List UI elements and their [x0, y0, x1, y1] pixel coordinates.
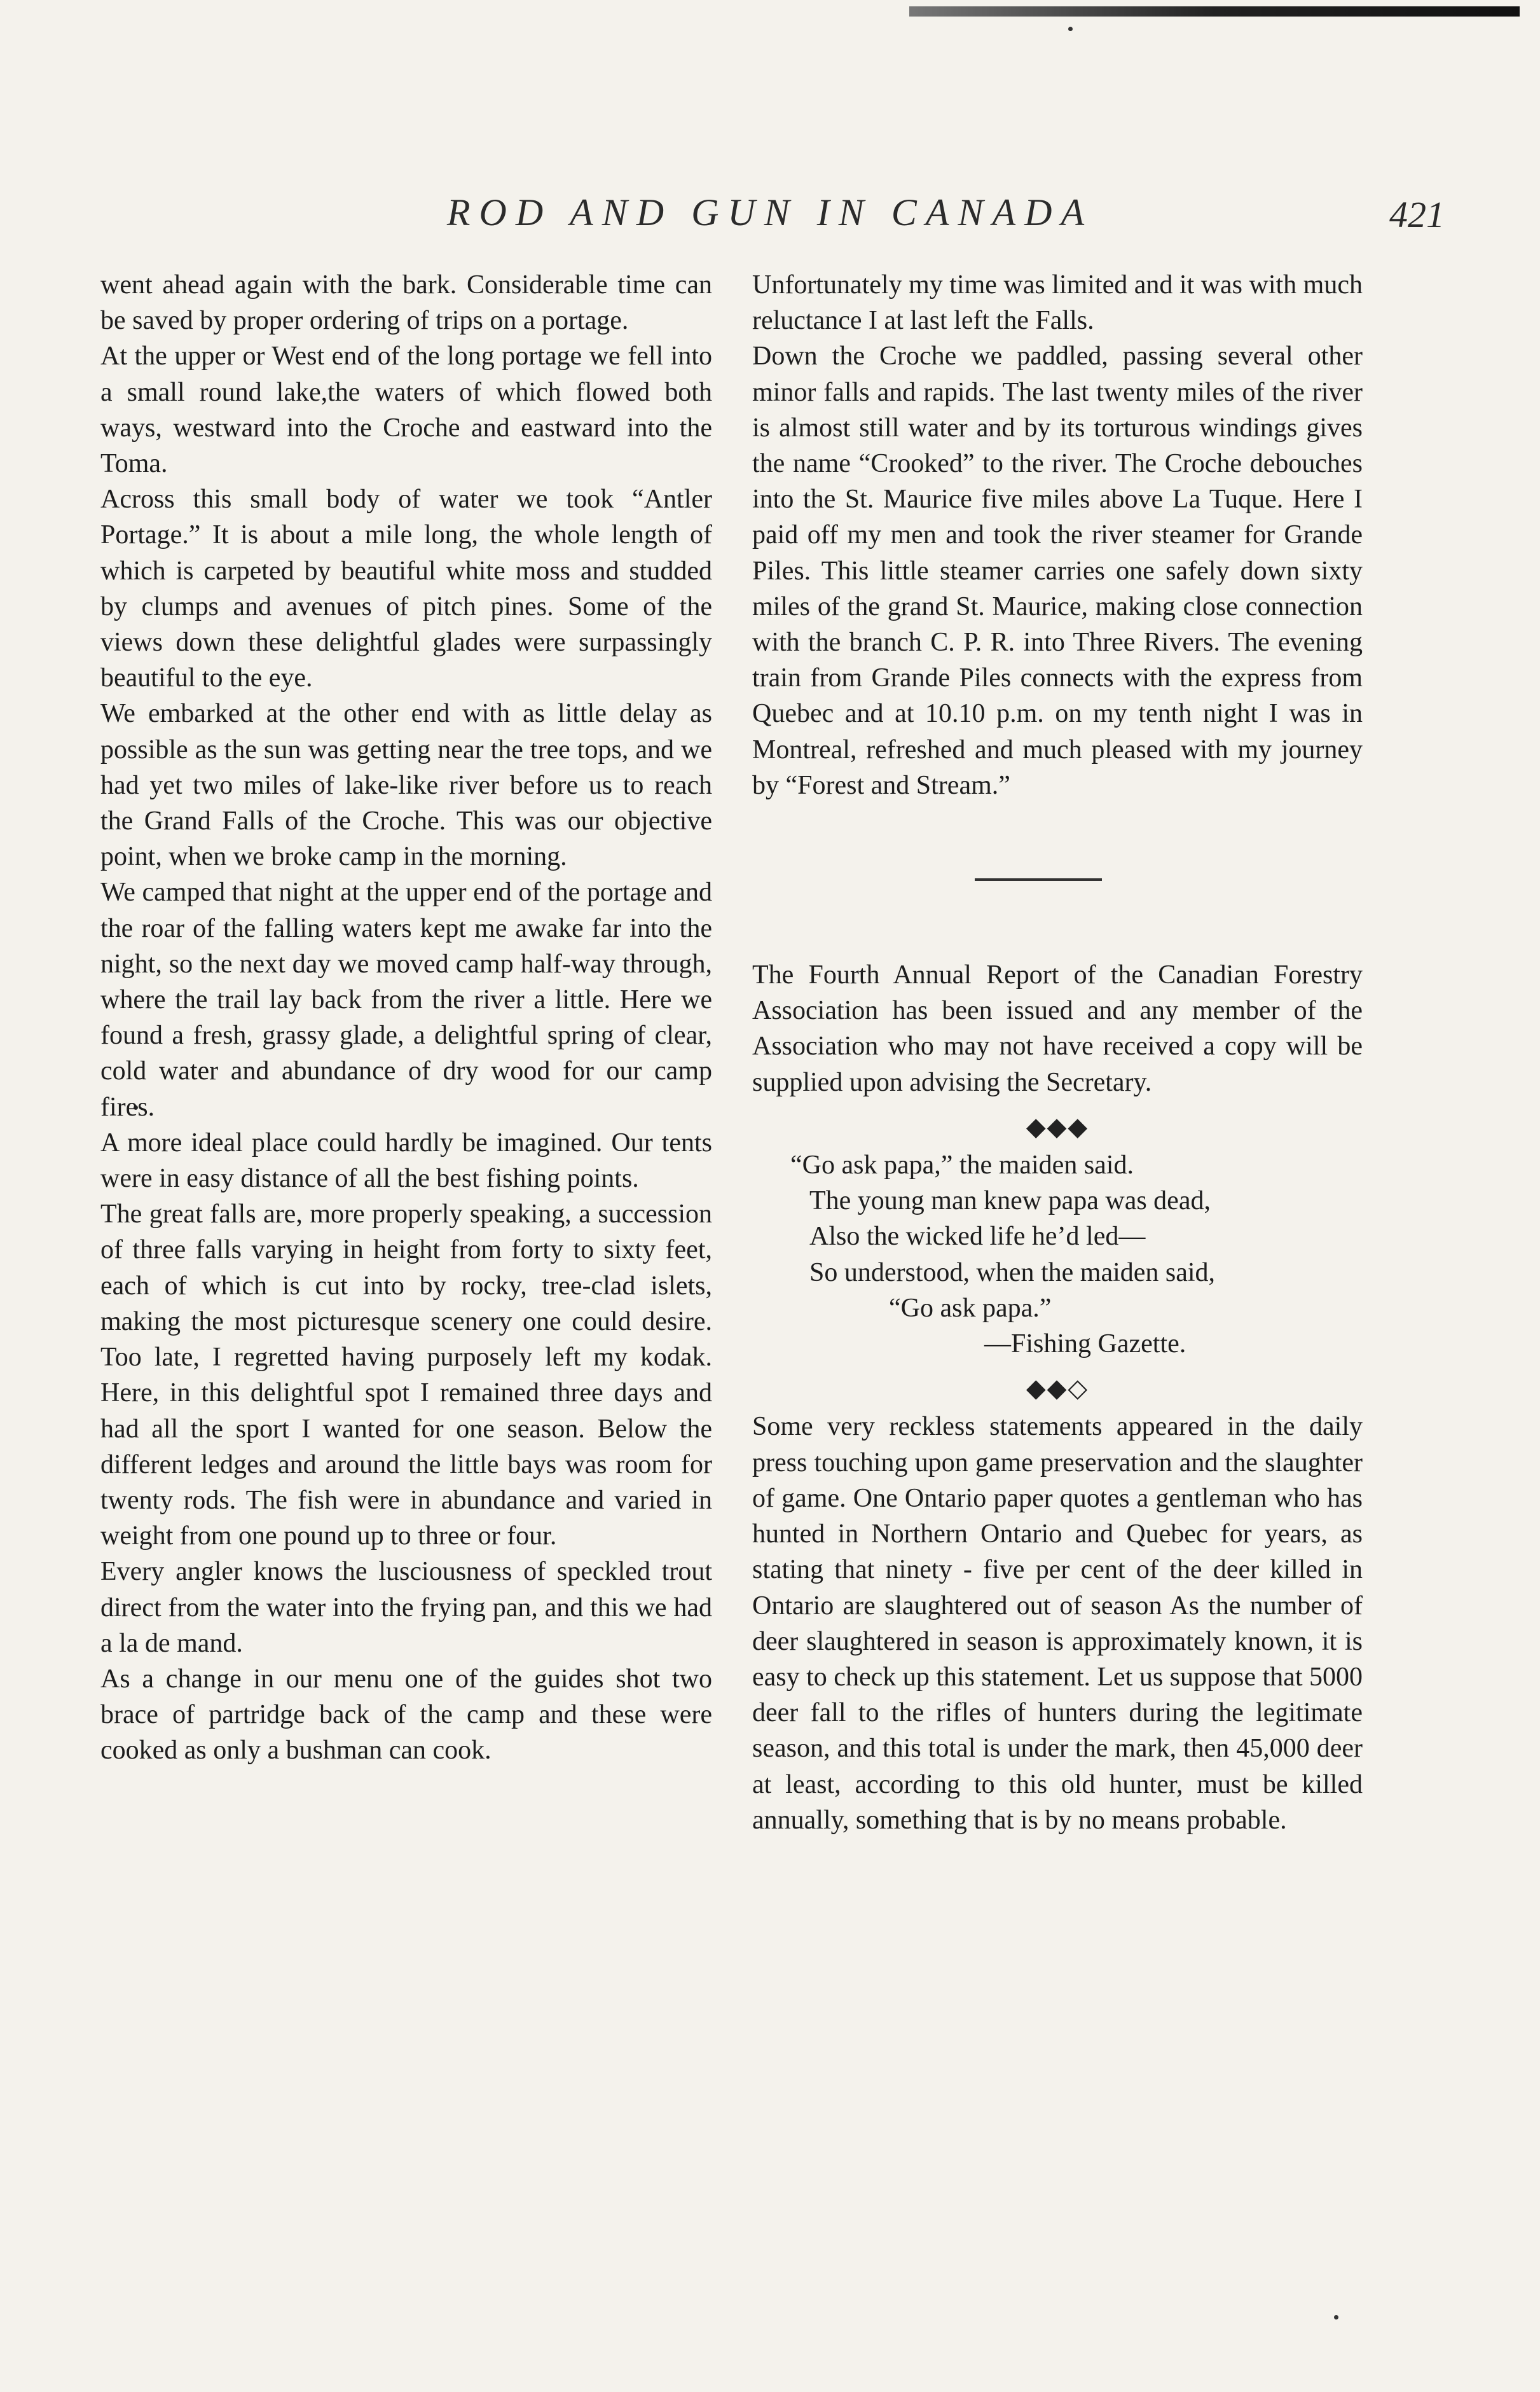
poem-line: “Go ask papa.”: [889, 1293, 1052, 1323]
right-column: [752, 267, 1363, 1838]
paragraph: The great falls are, more properly speaking, a succession of three falls varying in height from forty to sixty feet, each of which is cut into by rocky, tree-clad islets, making the most picturesque scenery one could desire. Too late, I regretted having purposely left my kodak. Here, in this delightful spot I remained three days and had all the sport I wanted for one season. Below the different ledges and around the little bays was room for twenty rods. The fish were in abundance and varied in weight from one pound up to three or four.: [100, 1199, 712, 1551]
paragraph: We embarked at the other end with as little delay as possible as the sun was getting near the tree tops, and we had yet two miles of lake-like river before us to reach the Grand Falls of the Croche. This was our objective point, when we broke camp in the morning.: [100, 699, 712, 872]
paragraph: Every angler knows the lusciousness of speckled trout direct from the water into the frying pan, and this we had a la de mand.: [100, 1557, 712, 1658]
left-column: [100, 267, 712, 1769]
paragraph: Some very reckless statements appeared in the daily press touching upon game preservation and the slaughter of game. One Ontario paper quotes a gentleman who has hunted in Northern Ontario and Quebec for years, as stating that ninety - five per cent of the deer killed in Ontario are slaughtered out of season As the number of deer slaughtered in season is approximately known, it is easy to check up this statement. Let us suppose that 5000 deer fall to the rifles of hunters during the legitimate season, and this total is under the mark, then 45,000 deer at least, according to this old hunter, must be killed annually, something that is by no means probable.: [752, 1412, 1363, 1835]
paragraph: went ahead again with the bark. Considerable time can be saved by proper ordering of trips on a portage.: [100, 270, 712, 336]
paragraph: Unfortunately my time was limited and it was with much reluctance I at last left the Falls.: [752, 270, 1363, 336]
poem-line: So understood, when the maiden said,: [809, 1257, 1216, 1287]
page-number: 421: [1389, 194, 1445, 235]
print-speck: [1068, 27, 1073, 31]
poem: [790, 1147, 1363, 1362]
ornament-diamonds: ◆◆◆: [1026, 1112, 1089, 1141]
poem-line: “Go ask papa,” the maiden said.: [790, 1151, 1134, 1180]
ornament-diamonds: ◆◆◇: [1026, 1374, 1089, 1403]
poem-line: The young man knew papa was dead,: [809, 1186, 1211, 1216]
print-speck: [1334, 2315, 1338, 2319]
section-divider: [975, 878, 1102, 881]
paragraph: Down the Croche we paddled, passing several other minor falls and rapids. The last twenty miles of the river is almost still water and by its torturous windings gives the name “Crooked” to the river. The Croche debouches into the St. Maurice five miles above La Tuque. Here I paid off my men and took the river steamer for Grande Piles. This little steamer carries one safely down sixty miles of the grand St. Maurice, making close connection with the branch C. P. R. into Three Rivers. The evening train from Grande Piles connects with the express from Quebec and at 10.10 p.m. on my tenth night I was in Montreal, refreshed and much pleased with my journey by “Forest and Stream.”: [752, 342, 1363, 800]
paragraph: Across this small body of water we took “Antler Portage.” It is about a mile long, the whole length of which is carpeted by beautiful white moss and studded by clumps and avenues of pitch pines. Some of the views down these delightful glades were surpassingly beautiful to the eye.: [100, 485, 712, 693]
paragraph: As a change in our menu one of the guides shot two brace of partridge back of the camp and these were cooked as only a bushman can cook.: [100, 1664, 712, 1766]
paragraph: A more ideal place could hardly be imagined. Our tents were in easy distance of all the best fishing points.: [100, 1128, 712, 1194]
running-head: [0, 191, 1540, 248]
poem-line: Also the wicked life he’d led—: [809, 1222, 1146, 1252]
poem-attribution: —Fishing Gazette.: [984, 1329, 1186, 1359]
forestry-notice: The Fourth Annual Report of the Canadian Forestry Association has been issued and any member of the Association who may not have received a copy will be supplied upon advising the Secretary.: [752, 960, 1363, 1097]
running-title: ROD AND GUN IN CANADA: [446, 191, 1094, 233]
paragraph: We camped that night at the upper end of the portage and the roar of the falling waters kept me awake far into the night, so the next day we moved camp half-way through, where the trail lay back from the river a little. Here we found a fresh, grassy glade, a delightful spring of clear, cold water and abundance of dry wood for our camp fires.: [100, 878, 712, 1122]
paragraph: At the upper or West end of the long portage we fell into a small round lake,the waters of which flowed both ways, westward into the Croche and eastward into the Toma.: [100, 342, 712, 479]
top-edge-rule: [909, 6, 1520, 17]
